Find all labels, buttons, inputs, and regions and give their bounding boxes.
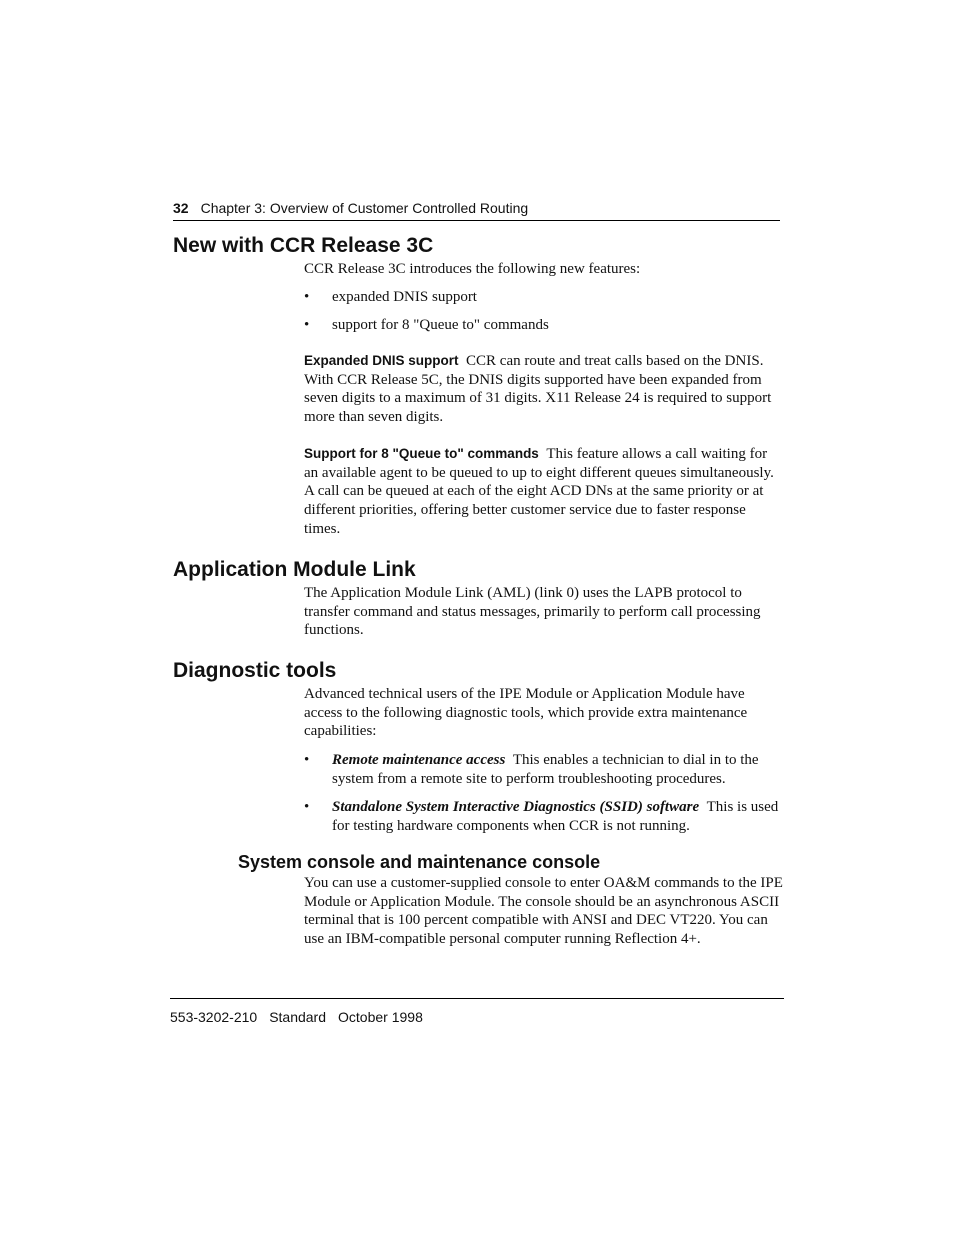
list-item: • expanded DNIS support [304,289,477,305]
console-paragraph: You can use a customer-supplied console to enter OA&M commands to the IPE Module or Application Module. The console should be an asynchronous ASCII terminal that is 100 percent compatible with ANSI and DEC VT220. You can use an IBM-compatible personal computer running Reflection 4+. [304,875,783,948]
running-header [173,199,780,221]
list-item: • Standalone System Interactive Diagnostics (SSID) software This is used for testing hardware components when CCR is not running. [304,799,779,834]
ssid-term: Standalone System Interactive Diagnostics (SSID) software [332,799,700,815]
bullet-icon: • [304,317,310,333]
list-item: • Remote maintenance access This enables a technician to dial in to the system from a remote site to perform troubleshooting procedures. [304,752,759,787]
heading-system-console: System console and maintenance console [238,852,601,872]
list-item: • support for 8 "Queue to" commands [304,317,549,333]
queue-to-label: Support for 8 "Queue to" commands [304,446,539,461]
new-features-intro: CCR Release 3C introduces the following new features: [304,261,641,277]
page-footer [170,998,784,1026]
remote-maintenance-term: Remote maintenance access [332,752,506,768]
doc-number: 553-3202-210 [170,1009,258,1025]
heading-diagnostic-tools: Diagnostic tools [173,659,337,682]
page-number: 32 [173,200,189,216]
queue-to-paragraph: Support for 8 "Queue to" commands This feature allows a call waiting for an available agent to be queued to up to eight different queues simultaneously. A call can be queued at each of the eight ACD DNs at the same priority or at different priorities, offering better customer service due to faster response times. [304,446,774,537]
heading-application-module-link: Application Module Link [173,558,416,581]
chapter-title: Chapter 3: Overview of Customer Controlled Routing [200,200,529,216]
expanded-dnis-paragraph: Expanded DNIS support CCR can route and treat calls based on the DNIS. With CCR Release 5C, the DNIS digits supported have been expanded from seven digits to a maximum of 31 digits. X11 Release 24 is required to support more than seven digits. [304,353,772,426]
bullet-icon: • [304,289,310,305]
bullet-icon: • [304,799,310,815]
diagnostic-intro: Advanced technical users of the IPE Module or Application Module have access to the following diagnostic tools, which provide extra maintenance capabilities: [304,686,748,740]
heading-new-ccr-release: New with CCR Release 3C [173,234,434,257]
doc-date: October 1998 [338,1009,423,1025]
bullet-icon: • [304,752,310,768]
aml-paragraph: The Application Module Link (AML) (link 0) uses the LAPB protocol to transfer command and status messages, primarily to perform call processing functions. [304,585,761,639]
expanded-dnis-label: Expanded DNIS support [304,353,459,368]
doc-status: Standard [269,1009,327,1025]
